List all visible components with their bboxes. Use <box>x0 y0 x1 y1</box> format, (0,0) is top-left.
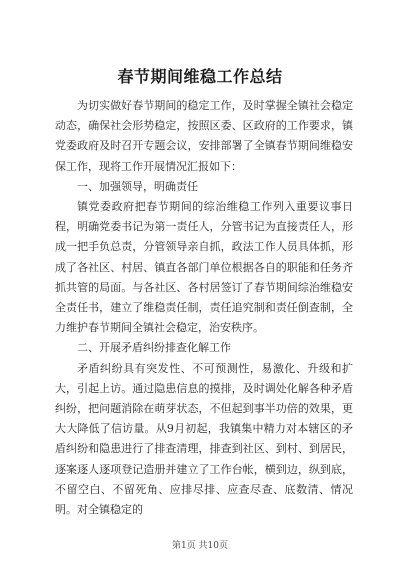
section-paragraph-2: 矛盾纠纷具有突发性、不可预测性，易激化、升级和扩大，引起上访。通过隐患信息的摸排，及时调处化解各种矛盾纠纷，把问题消除在萌芽状态，不但起到事半功倍的效果，更大大降低了信访量。从9月初起，我镇集中精力对本辖区的矛盾纠纷和隐患进行了排查清理，排查到社区、到村、到居民，逐案逐人逐项登记造册并建立了工作台帐，横到边，纵到底，不留空白、不留死角、应排尽排、应查尽查、底数清、情况明。对全镇稳定的 <box>55 361 353 517</box>
document-body <box>55 96 353 520</box>
page-number-footer: 第1页 共10页 <box>171 541 229 551</box>
section-paragraph-1: 镇党委政府把春节期间的综治维稳工作列入重要议事日程，明确党委书记为第一责任人，分管书记为直接责任人，形成一把手负总责，分管领导亲自抓，政法工作人员具体抓，形成了各社区、村居、镇直各部门单位根据各自的职能和任务齐抓共管的局面。与各社区、各村居签订了春节期间综治维稳安全责任书，建立了维稳责任制，责任追究制和责任倒查制，全力维护春节期间全镇社会稳定，治安秩序。 <box>55 200 353 335</box>
section-heading-2: 二、开展矛盾纠纷排查化解工作 <box>77 341 231 355</box>
intro-paragraph: 为切实做好春节期间的稳定工作，及时掌握全镇社会稳定动态，确保社会形势稳定，按照区委、区政府的工作要求，镇党委政府及时召开专题会议，安排部署了全镇春节期间维稳安保工作，现将工作开展情况汇报如下： <box>55 99 353 173</box>
section-heading-1: 一、加强领导，明确责任 <box>77 179 198 193</box>
document-title: 春节期间维稳工作总结 <box>117 67 283 86</box>
